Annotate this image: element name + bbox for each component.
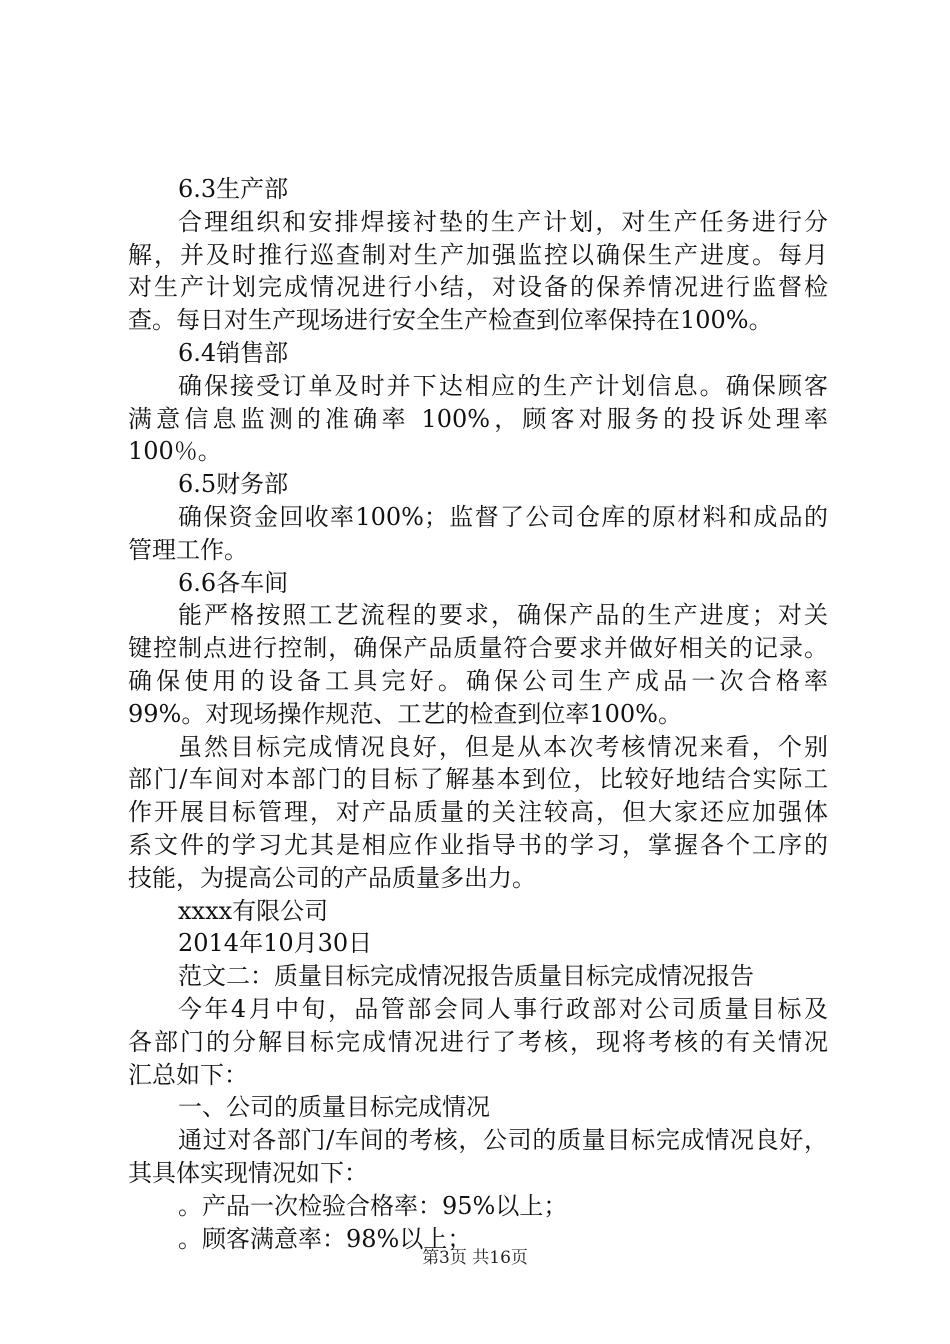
text-line: 部门/车间对本部门的目标了解基本到位，比较好地结合实际工: [128, 765, 828, 794]
text-line: 确保使用的设备工具完好。确保公司生产成品一次合格率: [128, 666, 828, 695]
text-line: 汇总如下：: [128, 1060, 248, 1089]
text-line: 满意信息监测的准确率 100%，顾客对服务的投诉处理率: [128, 404, 828, 433]
text-line: 能严格按照工艺流程的要求，确保产品的生产进度；对关: [178, 601, 828, 630]
text-line: 各部门的分解目标完成情况进行了考核，现将考核的有关情况: [128, 1027, 828, 1056]
text-line: 6.5财务部: [178, 470, 289, 499]
text-line: 技能，为提高公司的产品质量多出力。: [128, 863, 536, 892]
page-footer: [0, 1243, 950, 1268]
page-number: 第3页 共16页: [422, 1248, 528, 1268]
text-line: 。产品一次检验合格率：95%以上；: [178, 1191, 568, 1220]
text-line: 确保接受订单及时并下达相应的生产计划信息。确保顾客: [178, 371, 828, 400]
text-line: 6.3生产部: [178, 175, 289, 203]
text-line: 管理工作。: [128, 535, 248, 564]
text-line: 虽然目标完成情况良好，但是从本次考核情况来看，个别: [178, 732, 828, 761]
text-line: 100％。: [128, 437, 222, 466]
text-line: 合理组织和安排焊接衬垫的生产计划，对生产任务进行分: [178, 207, 828, 236]
text-line: 其具体实现情况如下：: [128, 1158, 368, 1187]
text-line: 6.6各车间: [178, 568, 289, 597]
text-line: 6.4销售部: [178, 338, 289, 367]
text-line: 2014年10月30日: [178, 929, 373, 958]
text-line: 确保资金回收率100%；监督了公司仓库的原材料和成品的: [178, 502, 828, 531]
text-line: 键控制点进行控制，确保产品质量符合要求并做好相关的记录。: [128, 634, 828, 663]
text-line: 范文二：质量目标完成情况报告质量目标完成情况报告: [178, 962, 754, 991]
text-line: 通过对各部门/车间的考核，公司的质量目标完成情况良好，: [178, 1126, 828, 1155]
text-line: 系文件的学习尤其是相应作业指导书的学习，掌握各个工序的: [128, 830, 828, 859]
text-line: xxxx有限公司: [178, 896, 329, 925]
text-line: 对生产计划完成情况进行小结，对设备的保养情况进行监督检: [128, 273, 828, 302]
text-line: 解，并及时推行巡查制对生产加强监控以确保生产进度。每月: [128, 240, 828, 269]
text-line: 今年4月中旬，品管部会同人事行政部对公司质量目标及: [178, 994, 828, 1023]
document-body: [128, 173, 828, 1255]
text-line: 查。每日对生产现场进行安全生产检查到位率保持在100%。: [128, 306, 773, 335]
text-line: 作开展目标管理，对产品质量的关注较高，但大家还应加强体: [128, 798, 828, 827]
text-line: 99%。对现场操作规范、工艺的检查到位率100%。: [128, 699, 682, 728]
text-line: 。顾客满意率：98%以上；: [178, 1224, 472, 1253]
text-line: 一、公司的质量目标完成情况: [178, 1093, 490, 1122]
